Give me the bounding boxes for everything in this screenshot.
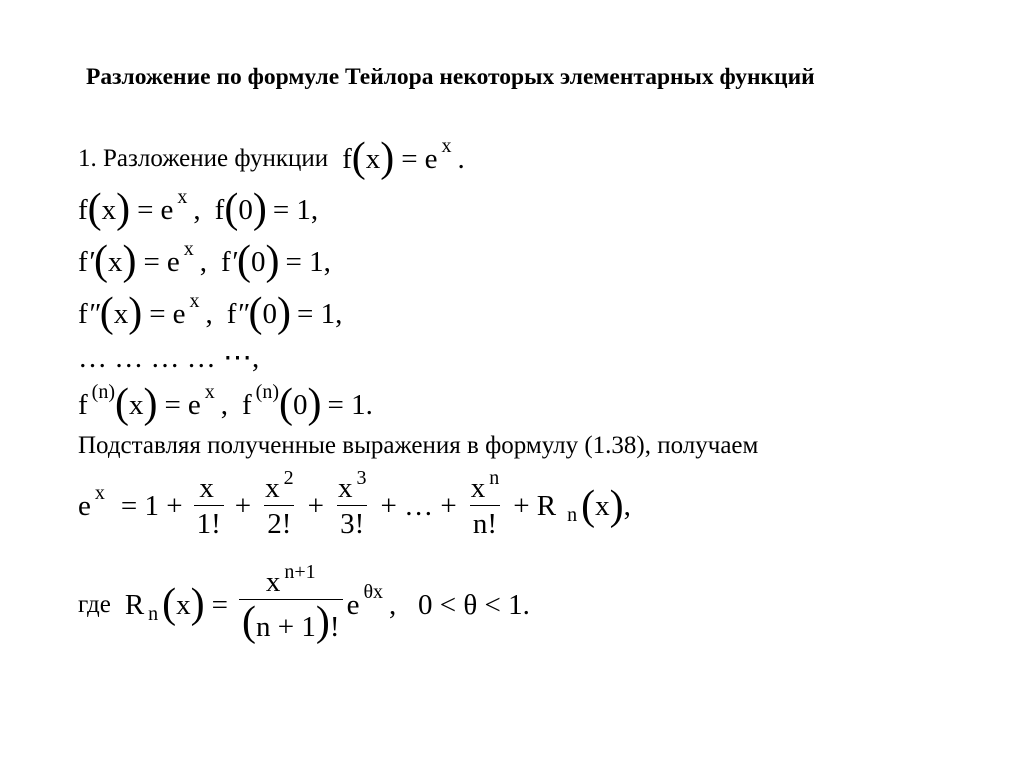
item1-label: 1. Разложение функции: [78, 145, 329, 172]
numerator-base: x: [470, 472, 486, 504]
numerator-base: x: [265, 566, 281, 598]
paren-left: (: [87, 186, 102, 232]
equals-sign: =: [149, 297, 166, 330]
paren-right: ): [380, 135, 395, 181]
theta-condition: , 0 < θ < 1.: [389, 588, 530, 621]
equals-sign: =: [401, 142, 418, 175]
paren-right: ): [128, 290, 143, 336]
paren-left: (: [581, 482, 596, 529]
where-label: где: [78, 591, 111, 618]
function-symbol: f: [226, 297, 237, 330]
remainder-fraction: [239, 561, 343, 645]
exp-base: e: [172, 297, 186, 330]
denominator-inner: n + 1: [256, 611, 316, 643]
prime-mark: ″: [87, 297, 100, 330]
ellipsis-text: … … … … ⋯,: [78, 342, 260, 374]
taylor-series: [78, 467, 631, 541]
paren-right: ): [122, 238, 137, 284]
function-arg: x: [176, 588, 191, 621]
equals-sign: =: [143, 245, 160, 278]
paren-left: (: [351, 135, 366, 181]
remainder-formula: [78, 561, 530, 645]
term-denominator: n!: [470, 505, 500, 541]
exp-power: x: [441, 134, 452, 157]
prime-mark: ″: [236, 297, 249, 330]
series-term-3: [335, 467, 370, 541]
exp-power: x: [204, 380, 215, 403]
equals-sign: =: [164, 388, 181, 421]
numerator-power: 3: [356, 467, 367, 489]
paren-left: (: [278, 381, 293, 427]
period: .: [457, 142, 465, 175]
function-symbol: f: [221, 245, 231, 278]
paren-left: (: [242, 599, 257, 645]
order-superscript: (n): [255, 380, 279, 403]
paren-right: ): [277, 290, 292, 336]
ellipsis-plus: + … +: [380, 490, 457, 522]
term-numerator: [468, 467, 503, 505]
numerator-base: x: [337, 472, 353, 504]
function-symbol: f: [241, 388, 252, 421]
exp-base: e: [160, 193, 174, 226]
paren-right: ): [116, 186, 131, 232]
paren-left: (: [162, 581, 177, 627]
series-term-2: [262, 467, 297, 541]
derivative-row-1: [78, 237, 331, 284]
comma: ,: [220, 388, 228, 421]
comma: ,: [205, 297, 213, 330]
zero-arg: 0: [262, 297, 278, 330]
fraction-numerator: [263, 561, 319, 599]
paren-right: ): [190, 581, 205, 627]
series-term-1: [194, 472, 224, 541]
ellipsis-row: [78, 340, 259, 375]
function-arg: x: [108, 245, 123, 278]
function-symbol: f: [214, 193, 225, 226]
function-arg: x: [365, 142, 381, 175]
paren-right: ): [265, 238, 280, 284]
term-numerator: [335, 467, 370, 505]
term-numerator: [196, 472, 221, 505]
exp-power: x: [94, 482, 105, 504]
value: = 1,: [272, 193, 319, 226]
term-denominator: 1!: [194, 505, 224, 541]
item1-heading: [78, 134, 465, 181]
exp-power: x: [189, 289, 200, 312]
term-numerator: [262, 467, 297, 505]
function-arg: x: [101, 193, 117, 226]
factorial-sign: !: [329, 611, 340, 643]
exp-power: x: [183, 237, 194, 260]
value: = 1,: [297, 297, 343, 330]
exp-base: e: [424, 142, 438, 175]
equals-sign: =: [211, 588, 229, 621]
derivative-row-2: [78, 289, 343, 336]
prime-mark: ′: [87, 245, 95, 278]
nth-derivative-row: [78, 380, 373, 427]
value: = 1.: [327, 388, 373, 421]
numerator-power: n+1: [284, 561, 316, 583]
plus-sign: +: [234, 490, 252, 522]
prime-mark: ′: [230, 245, 238, 278]
term-denominator: 2!: [264, 505, 294, 541]
paren-left: (: [248, 290, 263, 336]
function-symbol: f: [342, 142, 352, 175]
paren-right: ): [315, 599, 330, 645]
function-arg: x: [129, 388, 144, 421]
comma: ,: [623, 490, 631, 522]
order-superscript: (n): [91, 380, 115, 403]
derivative-row-0: [78, 185, 319, 232]
exp-power: x: [177, 185, 188, 208]
paren-left: (: [115, 381, 129, 427]
paren-right: ): [609, 482, 624, 529]
function-symbol: f: [78, 193, 88, 226]
equals-sign: =: [137, 193, 154, 226]
paren-right: ): [252, 186, 267, 232]
paren-left: (: [237, 238, 252, 284]
exp-power: θx: [363, 580, 384, 603]
equals-one-plus: = 1 +: [120, 490, 183, 522]
page-title: Разложение по формуле Тейлора некоторых элементарных функций: [86, 64, 815, 90]
exp-base: e: [187, 388, 201, 421]
function-symbol: f: [78, 245, 88, 278]
function-arg: x: [595, 490, 610, 522]
function-arg: x: [113, 297, 129, 330]
fraction-denominator: [239, 599, 343, 644]
numerator-base: x: [199, 472, 214, 504]
comma: ,: [199, 245, 207, 278]
remainder-subscript: n: [148, 602, 159, 625]
numerator-power: 2: [283, 467, 294, 489]
exp-base: e: [346, 588, 360, 621]
exp-base: e: [166, 245, 180, 278]
paren-left: (: [94, 238, 109, 284]
function-symbol: f: [78, 297, 88, 330]
remainder-symbol: R: [124, 588, 145, 621]
substitution-paragraph: [78, 432, 758, 460]
series-term-n: [468, 467, 503, 541]
numerator-base: x: [265, 472, 280, 504]
paren-right: ): [307, 381, 322, 427]
zero-arg: 0: [238, 193, 253, 226]
zero-arg: 0: [251, 245, 266, 278]
exp-base: e: [78, 490, 91, 522]
plus-sign: +: [307, 490, 324, 522]
remainder-symbol: + R: [513, 490, 557, 522]
substitution-text: Подставляя полученные выражения в формулу (1.38), получаем: [78, 432, 759, 459]
paren-left: (: [99, 290, 114, 336]
zero-arg: 0: [292, 388, 308, 421]
remainder-subscript: n: [567, 504, 578, 526]
comma: ,: [193, 193, 201, 226]
numerator-power: n: [489, 467, 500, 489]
value: = 1,: [285, 245, 331, 278]
paren-left: (: [224, 186, 239, 232]
term-denominator: 3!: [337, 505, 367, 541]
function-symbol: f: [78, 388, 88, 421]
paren-right: ): [143, 381, 158, 427]
